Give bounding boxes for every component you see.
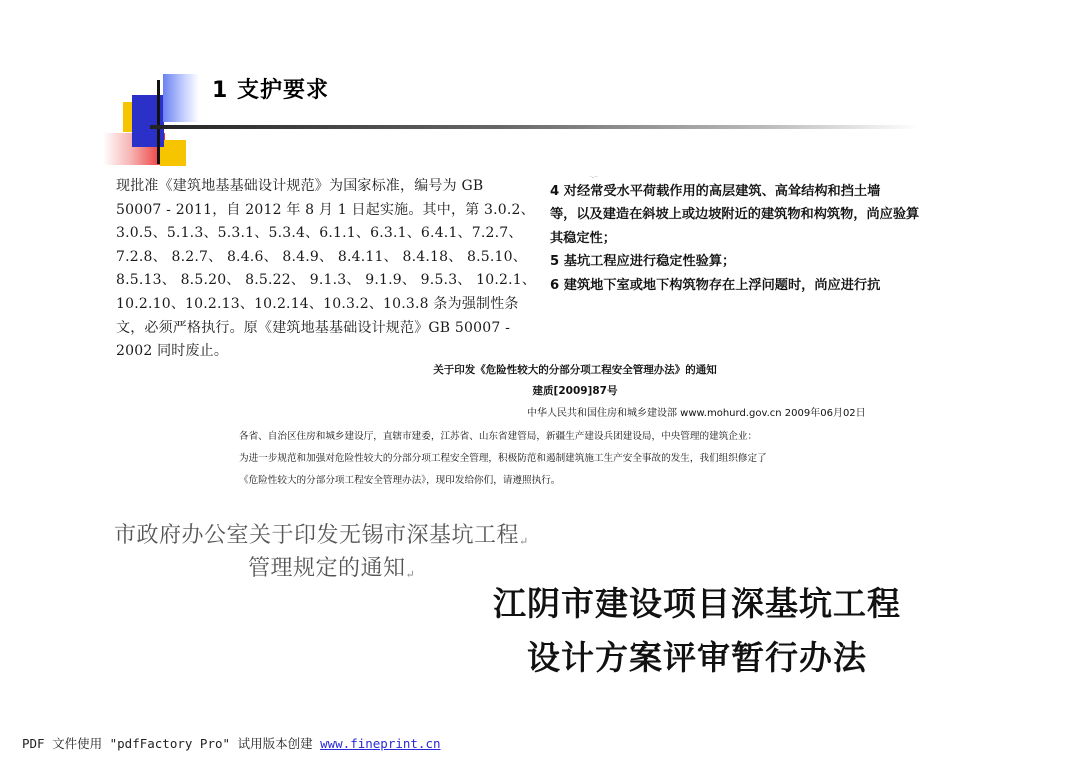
scan-artifact: ·-·· [590, 174, 598, 181]
decor-vertical-line [157, 80, 160, 164]
clip-line: 其稳定性； [550, 230, 616, 246]
clip-line: 4 对经常受水平荷载作用的高层建筑、高耸结构和挡土墙 [550, 184, 881, 199]
return-mark-icon: ↵ [519, 535, 529, 548]
clip-line: 2002 同时废止。 [116, 343, 229, 360]
wuxi-notice-text: 市政府办公室关于印发无锡市深基坑工程 [114, 523, 520, 548]
requirements-clip [550, 174, 980, 297]
jiangyin-title-line1: 江阴市建设项目深基坑工程 [493, 584, 901, 623]
clip-line: 文，必须严格执行。原《建筑地基基础设计规范》GB 50007 - [116, 319, 511, 336]
fineprint-link[interactable]: www.fineprint.cn [320, 736, 441, 751]
notice-body [239, 426, 939, 492]
pdf-footer [22, 734, 441, 752]
clip-line: 8.5.13、 8.5.20、 8.5.22、 9.1.3、 9.1.9、 9.5.3、 10.2.1、 [116, 272, 537, 289]
clip-line: 6 建筑地下室或地下构筑物存在上浮问题时，尚应进行抗 [550, 277, 881, 293]
clip-line: 50007 - 2011，自 2012 年 8 月 1 日起实施。其中，第 3.0.2、 [116, 201, 535, 218]
return-mark-icon: ↵ [405, 568, 416, 581]
notice-number: 建质[2009]87号 [532, 385, 618, 397]
notice-title: 关于印发《危险性较大的分部分项工程安全管理办法》的通知 [433, 364, 717, 376]
notice-body-line: 为进一步规范和加强对危险性较大的分部分项工程安全管理，积极防范和遏制建筑施工生产安全事故的发生，我们组织修定了 [239, 453, 767, 464]
notice-source: 中华人民共和国住房和城乡建设部 www.mohurd.gov.cn 2009年06月02日 [527, 408, 866, 419]
wuxi-notice-line2 [248, 551, 415, 582]
gb-standard-clip [116, 175, 544, 364]
decor-blue-gradient-block [163, 74, 199, 122]
slide-title: 1 支护要求 [212, 78, 329, 103]
clip-line: 3.0.5、5.1.3、5.3.1、5.3.4、6.1.1、6.3.1、6.4.1、7.2.7、 [116, 225, 523, 242]
notice-body-line: 《危险性较大的分部分项工程安全管理办法》，现印发给你们，请遵照执行。 [239, 475, 561, 486]
clip-line: 现批准《建筑地基基础设计规范》为国家标准，编号为 GB [116, 178, 484, 194]
clip-line: 10.2.10、10.2.13、10.2.14、10.3.2、10.3.8 条为强制性条 [116, 295, 519, 312]
title-underline [150, 125, 920, 129]
clip-line: 7.2.8、 8.2.7、 8.4.6、 8.4.9、 8.4.11、 8.4.18、 8.5.10、 [116, 248, 527, 265]
notice-body-line: 各省、自治区住房和城乡建设厅，直辖市建委，江苏省、山东省建管局，新疆生产建设兵团建设局，中央管理的建筑企业： [239, 431, 758, 442]
wuxi-notice-line1 [114, 518, 529, 549]
clip-line: 等，以及建造在斜坡上或边坡附近的建筑物和构筑物，尚应验算 [550, 207, 920, 223]
wuxi-notice-text: 管理规定的通知 [248, 556, 406, 581]
clip-line: 5 基坑工程应进行稳定性验算； [550, 254, 736, 270]
jiangyin-title-line2: 设计方案评审暂行办法 [527, 638, 867, 677]
footer-text: PDF 文件使用 "pdfFactory Pro" 试用版本创建 [22, 736, 321, 751]
